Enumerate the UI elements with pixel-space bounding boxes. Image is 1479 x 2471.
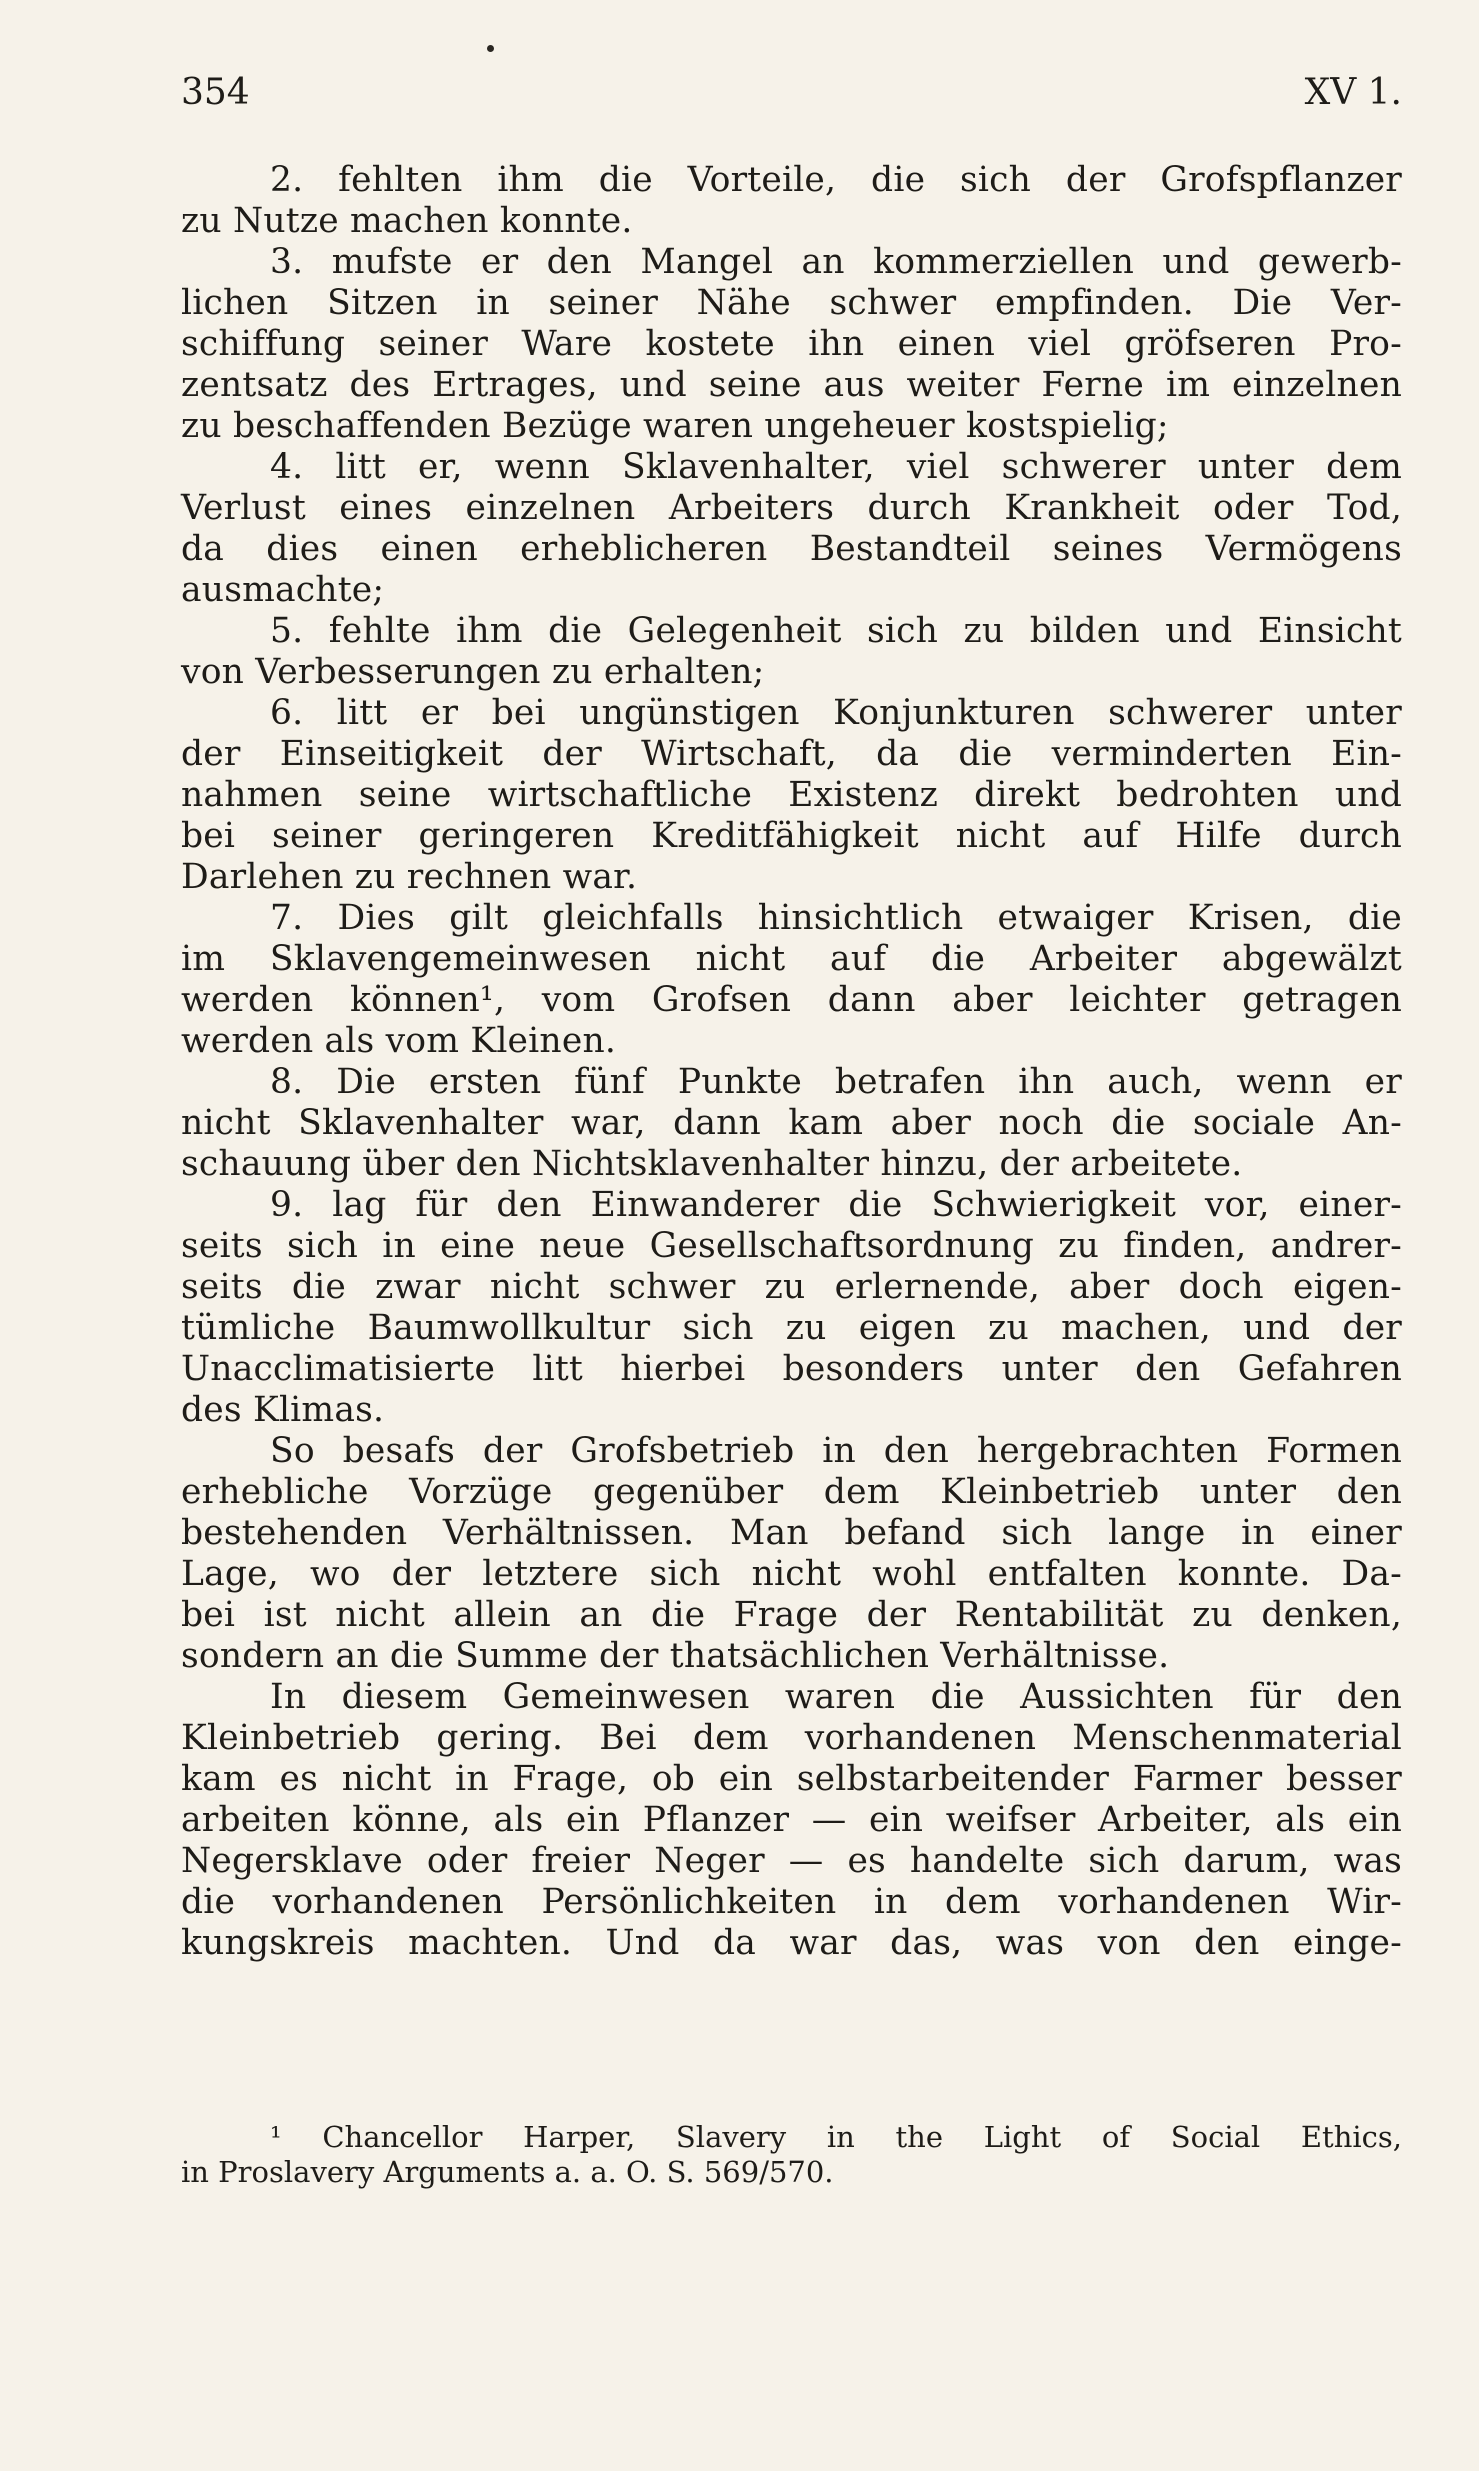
text-line: bei ist nicht allein an die Frage der Rentabilität zu denken, [181,1595,1402,1635]
text-line: 5. fehlte ihm die Gelegenheit sich zu bilden und Einsicht [270,611,1402,651]
text-line: 6. litt er bei ungünstigen Konjunkturen schwerer unter [270,693,1402,733]
text-line: lichen Sitzen in seiner Nähe schwer empfinden. Die Ver- [181,283,1402,323]
text-line: im Sklavengemeinwesen nicht auf die Arbeiter abgewälzt [181,939,1402,979]
text-line: 8. Die ersten fünf Punkte betrafen ihn auch, wenn er [270,1062,1402,1102]
text-line: 4. litt er, wenn Sklavenhalter, viel schwerer unter dem [270,447,1402,487]
text-line: zentsatz des Ertrages, und seine aus weiter Ferne im einzelnen [181,365,1402,405]
text-line: da dies einen erheblicheren Bestandteil seines Vermögens [181,529,1402,569]
text-line: bestehenden Verhältnissen. Man befand sich lange in einer [181,1513,1402,1553]
text-line: sondern an die Summe der thatsächlichen Verhältnisse. [181,1636,1170,1676]
text-line: des Klimas. [181,1390,385,1430]
text-line: schauung über den Nichtsklavenhalter hinzu, der arbeitete. [181,1144,1243,1184]
signature-mark: XV 1. [1304,72,1402,113]
text-line: zu beschaffenden Bezüge waren ungeheuer kostspielig; [181,406,1169,446]
footnote [181,2120,1402,2190]
text-line: kungskreis machten. Und da war das, was von den einge- [181,1923,1402,1963]
text-line: erhebliche Vorzüge gegenüber dem Kleinbetrieb unter den [181,1472,1402,1512]
text-line: Negersklave oder freier Neger — es handelte sich darum, was [181,1841,1402,1881]
text-line: nicht Sklavenhalter war, dann kam aber noch die sociale An- [181,1103,1402,1143]
text-line: 7. Dies gilt gleichfalls hinsichtlich etwaiger Krisen, die [270,898,1402,938]
text-line: werden als vom Kleinen. [181,1021,617,1061]
text-line: bei seiner geringeren Kreditfähigkeit nicht auf Hilfe durch [181,816,1402,856]
text-line: 2. fehlten ihm die Vorteile, die sich der Grofspflanzer [270,160,1402,200]
text-line: zu Nutze machen konnte. [181,201,633,241]
text-line: Unacclimatisierte litt hierbei besonders unter den Gefahren [181,1349,1402,1389]
text-line: 9. lag für den Einwanderer die Schwierigkeit vor, einer- [270,1185,1402,1225]
text-line: seits sich in eine neue Gesellschaftsordnung zu finden, andrer- [181,1226,1402,1266]
text-line: So besafs der Grofsbetrieb in den hergebrachten Formen [270,1431,1402,1471]
text-line: arbeiten könne, als ein Pflanzer — ein weifser Arbeiter, als ein [181,1800,1402,1840]
text-line: werden können¹, vom Grofsen dann aber leichter getragen [181,980,1402,1020]
print-mark [487,45,494,52]
text-line: Kleinbetrieb gering. Bei dem vorhandenen Menschenmaterial [181,1718,1402,1758]
text-line: seits die zwar nicht schwer zu erlernende, aber doch eigen- [181,1267,1402,1307]
text-line: der Einseitigkeit der Wirtschaft, da die verminderten Ein- [181,734,1402,774]
text-line: Verlust eines einzelnen Arbeiters durch Krankheit oder Tod, [181,488,1402,528]
text-line: 3. mufste er den Mangel an kommerziellen und gewerb- [270,242,1402,282]
text-line: ausmachte; [181,570,385,610]
text-line: die vorhandenen Persönlichkeiten in dem vorhandenen Wir- [181,1882,1402,1922]
text-line: Lage, wo der letztere sich nicht wohl entfalten konnte. Da- [181,1554,1402,1594]
text-line: nahmen seine wirtschaftliche Existenz direkt bedrohten und [181,775,1402,815]
text-line: schiffung seiner Ware kostete ihn einen viel gröfseren Pro- [181,324,1402,364]
text-line: kam es nicht in Frage, ob ein selbstarbeitender Farmer besser [181,1759,1402,1799]
text-line: In diesem Gemeinwesen waren die Aussichten für den [270,1677,1402,1717]
footnote-line: in Proslavery Arguments a. a. O. S. 569/570. [181,2155,834,2189]
footnote-line: ¹ Chancellor Harper, Slavery in the Light of Social Ethics, [270,2120,1402,2154]
body-text [181,160,1402,1964]
page-header [181,72,1402,132]
text-line: von Verbesserungen zu erhalten; [181,652,765,692]
page-number: 354 [181,72,250,113]
text-line: Darlehen zu rechnen war. [181,857,638,897]
text-line: tümliche Baumwollkultur sich zu eigen zu machen, und der [181,1308,1402,1348]
